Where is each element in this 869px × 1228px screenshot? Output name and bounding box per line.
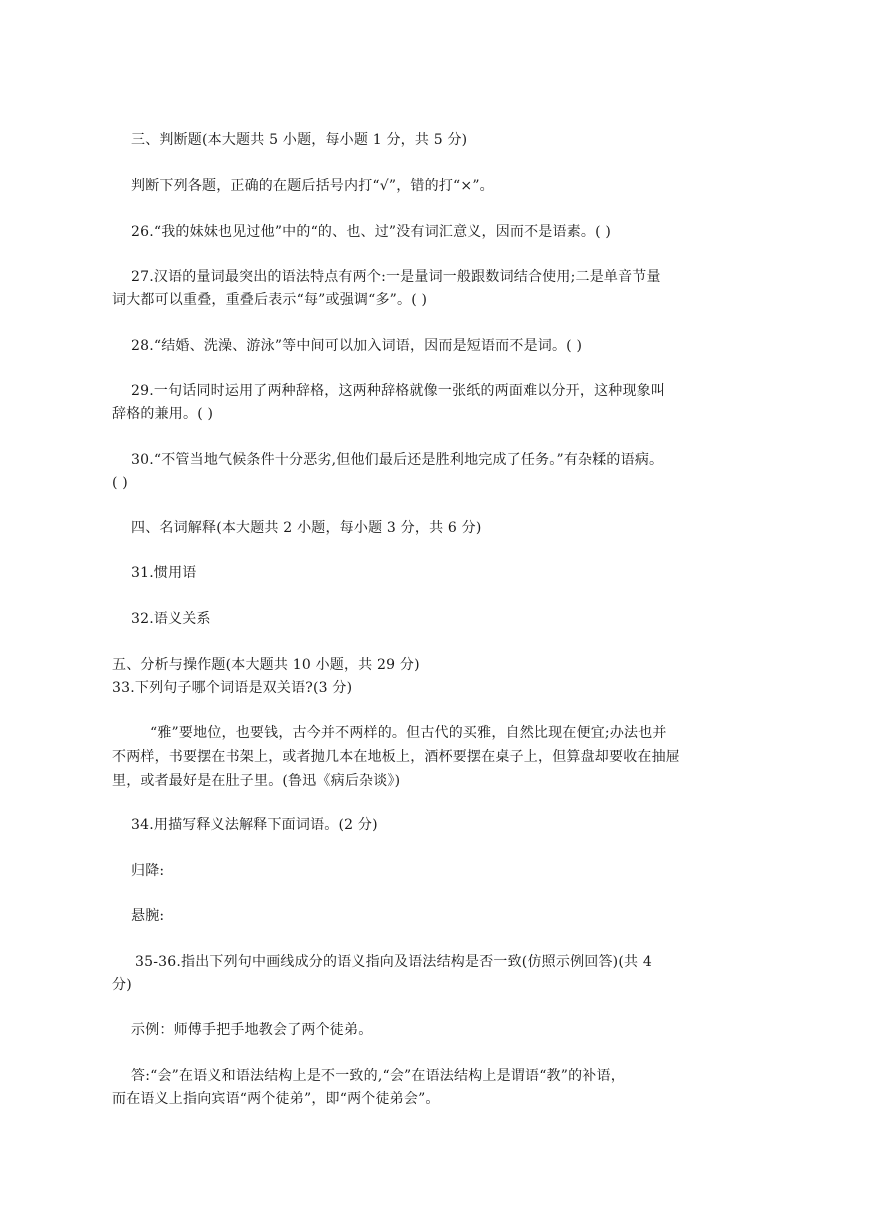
- passage-line-3: 里，或者最好是在肚子里。(鲁迅《病后杂谈》): [112, 773, 401, 789]
- question-29-line-2: 辞格的兼用。( ): [112, 406, 214, 422]
- question-34: 34.用描写释义法解释下面词语。(2 分): [131, 817, 378, 833]
- question-26: 26.“我的妹妹也见过他”中的“的、也、过”没有词汇意义，因而不是语素。( ): [131, 224, 612, 240]
- question-33: 33.下列句子哪个词语是双关语?(3 分): [112, 680, 353, 696]
- word-gui-xiang: 归降:: [131, 863, 165, 879]
- question-27-line-2: 词大都可以重叠，重叠后表示“每”或强调“多”。( ): [112, 292, 428, 308]
- question-27-line-1: 27.汉语的量词最突出的语法特点有两个:一是量词一般跟数词结合使用;二是单音节量: [131, 269, 661, 285]
- answer-line-1: 答:“会”在语义和语法结构上是不一致的,“会”在语法结构上是谓语“教”的补语，: [131, 1068, 625, 1084]
- section-3-heading: 三、判断题(本大题共 5 小题，每小题 1 分，共 5 分): [131, 132, 468, 148]
- section-3-instruction: 判断下列各题，正确的在题后括号内打“√”，错的打“×”。: [131, 178, 494, 194]
- example-sentence: 示例：师傅手把手地教会了两个徒弟。: [131, 1022, 373, 1038]
- term-31: 31.惯用语: [131, 565, 197, 581]
- question-30-line-1: 30.“不管当地气候条件十分恶劣,但他们最后还是胜利地完成了任务。”有杂糅的语病。: [131, 452, 664, 468]
- term-32: 32.语义关系: [131, 611, 211, 627]
- section-5-heading: 五、分析与操作题(本大题共 10 小题，共 29 分): [112, 657, 420, 673]
- word-xuan-wan: 悬腕:: [131, 908, 165, 924]
- question-29-line-1: 29.一句话同时运用了两种辞格，这两种辞格就像一张纸的两面难以分开，这种现象叫: [131, 383, 666, 399]
- question-28: 28.“结婚、洗澡、游泳”等中间可以加入词语，因而是短语而不是词。( ): [131, 338, 583, 354]
- question-35-36-line-2: 分): [112, 977, 132, 993]
- passage-line-1: “雅”要地位，也要钱，古今并不两样的。但古代的买雅，自然比现在便宜;办法也并: [150, 725, 667, 741]
- question-35-36-line-1: 35-36.指出下列句中画线成分的语义指向及语法结构是否一致(仿照示例回答)(共 4: [135, 954, 652, 970]
- question-30-line-2: ( ): [112, 475, 128, 491]
- section-4-heading: 四、名词解释(本大题共 2 小题，每小题 3 分，共 6 分): [131, 520, 482, 536]
- passage-line-2: 不两样，书要摆在书架上，或者抛几本在地板上，酒杯要摆在桌子上，但算盘却要收在抽屉: [112, 749, 680, 765]
- answer-line-2: 而在语义上指向宾语“两个徒弟”，即“两个徒弟会”。: [112, 1091, 440, 1107]
